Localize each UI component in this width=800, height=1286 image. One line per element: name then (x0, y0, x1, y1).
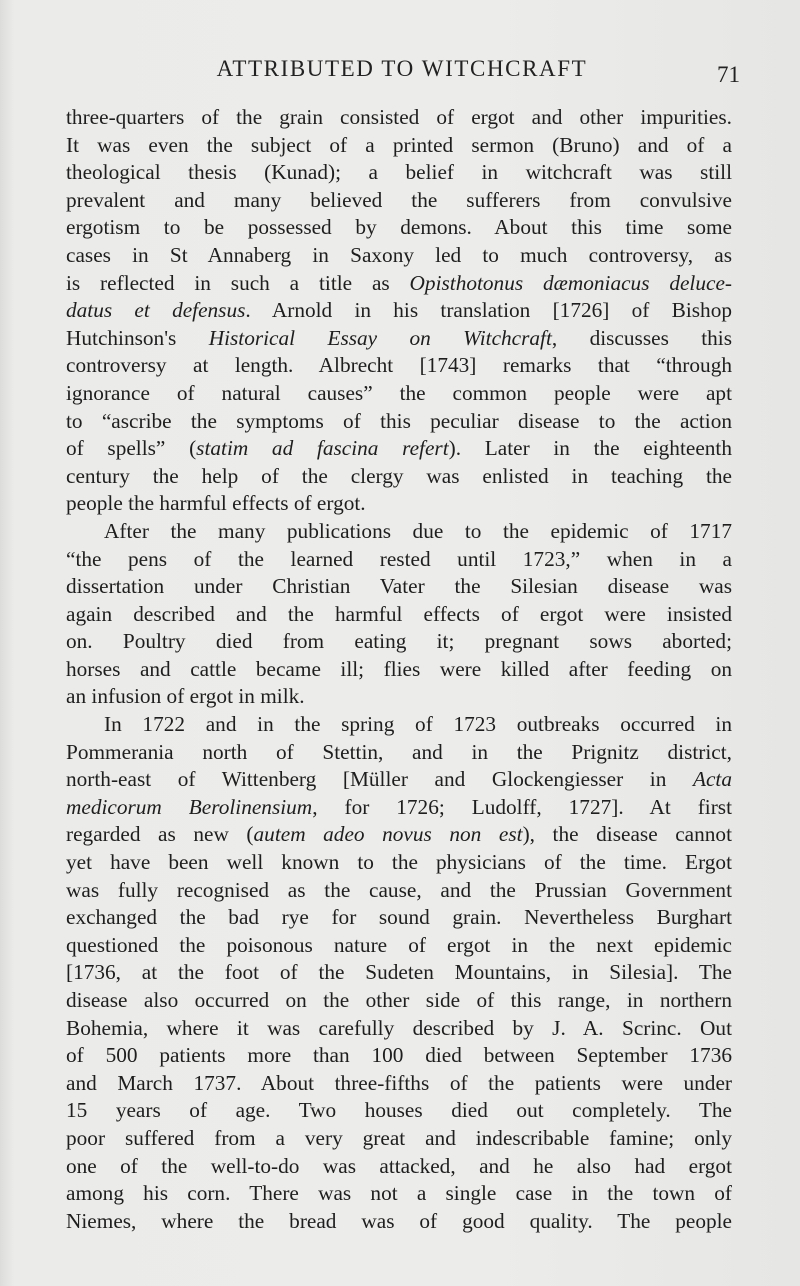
text-line: ergotism to be possessed by demons. About this time some (66, 215, 732, 240)
text-line: three-quarters of the grain consisted of ergot and other impurities. (66, 105, 732, 129)
text-line: and March 1737. About three-fifths of the patients were under (66, 1070, 732, 1095)
text-line: questioned the poisonous nature of ergot in the next epidemic (66, 932, 732, 957)
text-line: controversy at length. Albrecht [1743] remarks that “through (66, 353, 732, 378)
text-line: was fully recognised as the cause, and the Prussian Government (66, 877, 732, 902)
text-line: Bohemia, where it was carefully described by J. A. Scrinc. Out (66, 1015, 732, 1040)
text-line: Pommerania north of Stettin, and in the Prignitz district, (66, 739, 732, 764)
text-line: After the many publications due to the epidemic of 1717 (104, 518, 732, 543)
text-line: It was even the subject of a printed sermon (Bruno) and of a (66, 132, 732, 157)
body-text (66, 104, 732, 1235)
text-line: of 500 patients more than 100 died between September 1736 (66, 1043, 732, 1068)
text-line: among his corn. There was not a single case in the town of (66, 1181, 732, 1206)
text-line: to “ascribe the symptoms of this peculiar disease to the action (66, 408, 732, 433)
text-line: In 1722 and in the spring of 1723 outbreaks occurred in (104, 712, 732, 737)
text-line: medicorum Berolinensium, for 1726; Ludolff, 1727]. At first (66, 794, 732, 819)
paragraph-1 (66, 104, 732, 518)
text-line: is reflected in such a title as Opisthotonus dæmoniacus deluce- (66, 270, 732, 295)
text-line: poor suffered from a very great and indescribable famine; only (66, 1125, 732, 1150)
paragraph-2 (66, 518, 732, 711)
text-line: ignorance of natural causes” the common people were apt (66, 380, 732, 405)
text-line: “the pens of the learned rested until 1723,” when in a (66, 546, 732, 571)
text-line: exchanged the bad rye for sound grain. Nevertheless Burghart (66, 905, 732, 930)
text-line: theological thesis (Kunad); a belief in witchcraft was still (66, 160, 732, 185)
text-line: [1736, at the foot of the Sudeten Mountains, in Silesia]. The (66, 960, 732, 985)
running-head-title: ATTRIBUTED TO WITCHCRAFT (216, 56, 588, 81)
text-line: dissertation under Christian Vater the Silesian disease was (66, 574, 732, 599)
text-line: one of the well-to-do was attacked, and he also had ergot (66, 1153, 732, 1178)
text-line: people the harmful effects of ergot. (66, 491, 366, 516)
text-line: north-east of Wittenberg [Müller and Glockengiesser in Acta (66, 767, 732, 792)
text-line: datus et defensus. Arnold in his translation [1726] of Bishop (66, 298, 733, 323)
text-line: on. Poultry died from eating it; pregnant sows aborted; (66, 629, 732, 654)
text-line: Hutchinson's Historical Essay on Witchcraft, discusses this (66, 325, 732, 350)
page-number: 71 (717, 62, 740, 87)
paragraph-3 (66, 711, 732, 1235)
text-line: an infusion of ergot in milk. (66, 684, 305, 709)
text-line: prevalent and many believed the sufferers from convulsive (66, 187, 732, 212)
running-head (64, 56, 740, 86)
text-line: Niemes, where the bread was of good quality. The people (66, 1208, 732, 1233)
text-line: of spells” (statim ad fascina refert). Later in the eighteenth (66, 436, 732, 461)
text-line: 15 years of age. Two houses died out completely. The (66, 1098, 732, 1123)
text-line: again described and the harmful effects of ergot were insisted (66, 601, 732, 626)
text-line: regarded as new (autem adeo novus non est), the disease cannot (66, 822, 732, 847)
text-line: horses and cattle became ill; flies were killed after feeding on (66, 656, 732, 681)
text-line: century the help of the clergy was enlisted in teaching the (66, 463, 732, 488)
text-line: cases in St Annaberg in Saxony led to much controversy, as (66, 242, 732, 267)
text-line: disease also occurred on the other side of this range, in northern (66, 988, 732, 1012)
text-line: yet have been well known to the physicians of the time. Ergot (66, 850, 732, 875)
